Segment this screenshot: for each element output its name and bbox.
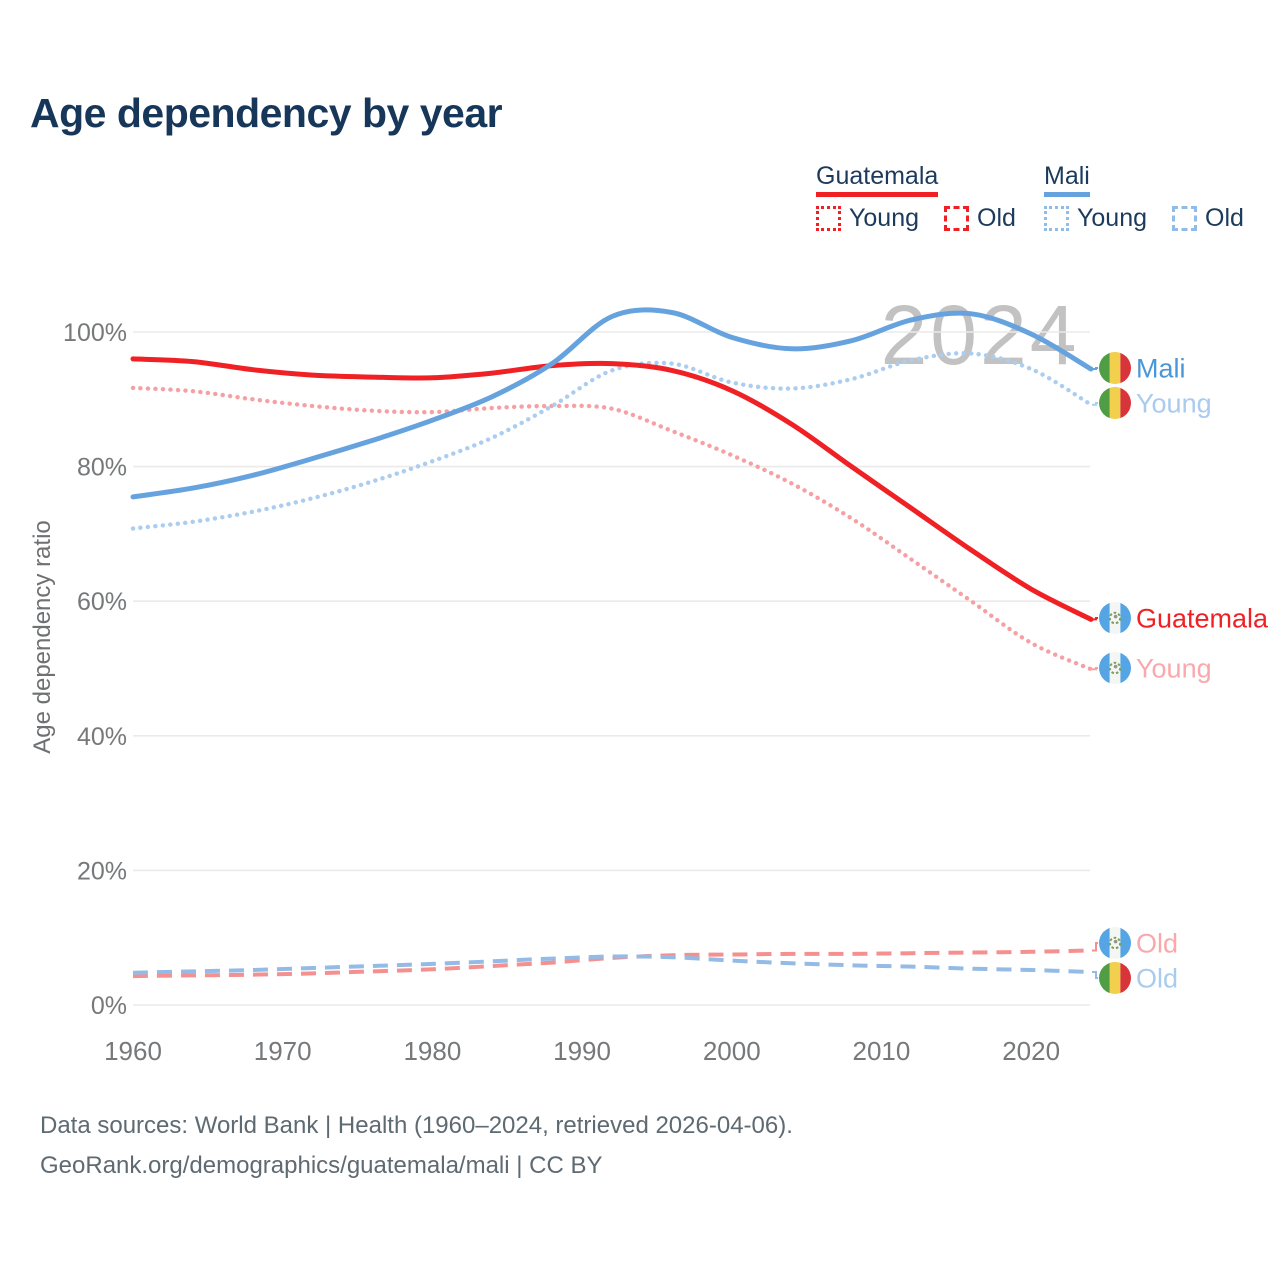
legend-label-guatemala-old: Old — [977, 204, 1016, 232]
guatemala-total-end-label: Guatemala — [1136, 603, 1269, 634]
y-tick-label: 60% — [76, 588, 127, 617]
watermark-year: 2024 — [880, 288, 1080, 382]
guatemala-old-line — [133, 951, 1091, 977]
y-tick-label: 80% — [76, 453, 127, 482]
y-tick-label: 100% — [63, 319, 127, 347]
guatemala-old-end-label: Old — [1136, 928, 1179, 959]
mali-total-label-leader — [1092, 368, 1098, 369]
guatemala-flag-icon — [1099, 652, 1131, 684]
mali-old-end-label: Old — [1136, 963, 1179, 994]
legend-country-mali: Mali — [1044, 163, 1090, 197]
mali-old-label-leader — [1092, 972, 1098, 978]
attribution-line: GeoRank.org/demographics/guatemala/mali | CC BY — [40, 1152, 603, 1179]
legend-label-mali-young: Young — [1077, 204, 1147, 232]
mali-flag-icon — [1099, 387, 1131, 419]
legend-label-guatemala-young: Young — [849, 204, 919, 232]
y-tick-label: 0% — [90, 992, 127, 1020]
mali-young-label-leader — [1092, 403, 1098, 405]
guatemala-flag-icon — [1099, 602, 1131, 634]
guatemala-total-line — [133, 359, 1091, 620]
y-tick-label: 40% — [76, 722, 127, 751]
page-title: Age dependency by year — [30, 90, 503, 136]
x-tick-label: 1980 — [403, 1036, 462, 1066]
mali-young-end-label: Young — [1136, 388, 1212, 419]
mali-flag-icon — [1099, 352, 1131, 384]
y-axis-title: Age dependency ratio — [29, 520, 56, 754]
x-tick-label: 1960 — [104, 1036, 162, 1066]
footer — [40, 1106, 793, 1186]
mali-old-line — [133, 956, 1091, 972]
guatemala-old-label-leader — [1092, 943, 1098, 951]
legend-label-mali-old: Old — [1205, 204, 1244, 232]
x-tick-label: 2000 — [702, 1036, 761, 1066]
guatemala-young-end-label: Young — [1136, 653, 1212, 684]
guatemala-young-label-leader — [1092, 668, 1098, 669]
guatemala-flag-icon — [1099, 927, 1131, 959]
x-tick-label: 1990 — [553, 1036, 611, 1066]
mali-flag-icon — [1099, 962, 1131, 994]
guatemala-young-line — [133, 388, 1091, 669]
y-tick-label: 20% — [76, 857, 127, 886]
x-tick-label: 2020 — [1002, 1036, 1061, 1066]
data-sources-line: Data sources: World Bank | Health (1960–2024, retrieved 2026-04-06). — [40, 1112, 793, 1139]
legend-country-guatemala: Guatemala — [816, 163, 938, 197]
x-tick-label: 2010 — [852, 1036, 911, 1066]
x-tick-label: 1970 — [253, 1036, 312, 1066]
mali-total-end-label: Mali — [1136, 353, 1186, 384]
